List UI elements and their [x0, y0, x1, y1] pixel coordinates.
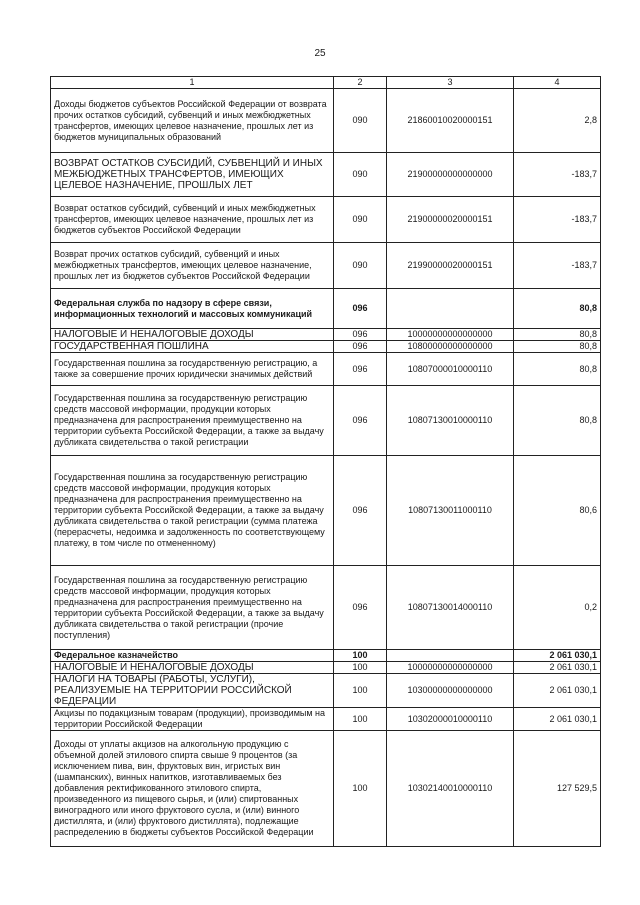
table-row — [51, 197, 601, 243]
cell-amount: 80,8 — [514, 341, 601, 353]
cell-name: Возврат остатков субсидий, субвенций и иных межбюджетных трансфертов, имеющих целевое назначение, прошлых лет из бюджетов субъектов Российской Федерации — [51, 197, 334, 243]
cell-budget-code: 21900000020000151 — [387, 197, 514, 243]
column-header-1: 1 — [51, 77, 334, 89]
table-row — [51, 153, 601, 197]
cell-amount: 0,2 — [514, 566, 601, 650]
cell-budget-code: 21900000000000000 — [387, 153, 514, 197]
cell-admin-code: 100 — [334, 650, 387, 662]
cell-admin-code: 090 — [334, 153, 387, 197]
cell-name: НАЛОГОВЫЕ И НЕНАЛОГОВЫЕ ДОХОДЫ — [51, 662, 334, 674]
cell-admin-code: 096 — [334, 353, 387, 386]
cell-name: Федеральная служба по надзору в сфере связи, информационных технологий и массовых коммуникаций — [51, 289, 334, 329]
table-row — [51, 329, 601, 341]
table-row — [51, 456, 601, 566]
cell-budget-code: 10302140010000110 — [387, 731, 514, 847]
table-row — [51, 386, 601, 456]
table-row — [51, 89, 601, 153]
cell-name: НАЛОГИ НА ТОВАРЫ (РАБОТЫ, УСЛУГИ), РЕАЛИЗУЕМЫЕ НА ТЕРРИТОРИИ РОССИЙСКОЙ ФЕДЕРАЦИИ — [51, 674, 334, 708]
cell-amount: 80,8 — [514, 289, 601, 329]
cell-name: ГОСУДАРСТВЕННАЯ ПОШЛИНА — [51, 341, 334, 353]
cell-name: Доходы бюджетов субъектов Российской Федерации от возврата прочих остатков субсидий, субвенций и иных межбюджетных трансфертов, имеющих целевое назначение, прошлых лет из бюджетов муниципальных образований — [51, 89, 334, 153]
cell-admin-code: 090 — [334, 197, 387, 243]
table-row — [51, 650, 601, 662]
cell-budget-code — [387, 289, 514, 329]
cell-amount: 80,8 — [514, 329, 601, 341]
cell-admin-code: 100 — [334, 708, 387, 731]
cell-amount: 80,6 — [514, 456, 601, 566]
cell-amount: -183,7 — [514, 243, 601, 289]
table-row — [51, 731, 601, 847]
cell-admin-code: 090 — [334, 89, 387, 153]
cell-budget-code: 10800000000000000 — [387, 341, 514, 353]
cell-amount: 2 061 030,1 — [514, 650, 601, 662]
cell-admin-code: 096 — [334, 566, 387, 650]
cell-name: Федеральное казначейство — [51, 650, 334, 662]
cell-amount: 2,8 — [514, 89, 601, 153]
table-row — [51, 662, 601, 674]
cell-budget-code — [387, 650, 514, 662]
cell-budget-code: 21990000020000151 — [387, 243, 514, 289]
cell-name: Государственная пошлина за государственную регистрацию, а также за совершение прочих юридически значимых действий — [51, 353, 334, 386]
cell-amount: -183,7 — [514, 197, 601, 243]
table-row — [51, 674, 601, 708]
cell-budget-code: 10807130010000110 — [387, 386, 514, 456]
cell-name: Акцизы по подакцизным товарам (продукции), производимым на территории Российской Федерации — [51, 708, 334, 731]
cell-amount: -183,7 — [514, 153, 601, 197]
table-row — [51, 566, 601, 650]
table-row — [51, 708, 601, 731]
table-row — [51, 289, 601, 329]
column-header-2: 2 — [334, 77, 387, 89]
cell-name: Государственная пошлина за государственную регистрацию средств массовой информации, продукция которых предназначена для распространения преимущественно на территории субъекта Российской Федерации, а также за выдачу дубликата свидетельства о такой регистрации (прочие поступления) — [51, 566, 334, 650]
cell-admin-code: 096 — [334, 341, 387, 353]
cell-budget-code: 10300000000000000 — [387, 674, 514, 708]
table-row — [51, 243, 601, 289]
cell-budget-code: 10807130011000110 — [387, 456, 514, 566]
cell-name: Доходы от уплаты акцизов на алкогольную продукцию с объемной долей этилового спирта свыше 9 процентов (за исключением пива, вин, фруктовых вин, игристых вин (шампанских), винных напитков, изготавливаемых без добавления ректификованного этилового спирта, произведенного из пищевого сырья, и (или) спиртованных виноградного или иного фруктового сусла, и (или) винного дистиллята, и (или) фруктового дистиллята), подлежащие распределению в бюджеты субъектов Российской Федерации — [51, 731, 334, 847]
cell-amount: 127 529,5 — [514, 731, 601, 847]
cell-budget-code: 10000000000000000 — [387, 662, 514, 674]
cell-admin-code: 096 — [334, 289, 387, 329]
cell-budget-code: 10807130014000110 — [387, 566, 514, 650]
cell-admin-code: 096 — [334, 329, 387, 341]
revenue-table — [50, 76, 601, 847]
cell-budget-code: 21860010020000151 — [387, 89, 514, 153]
table-header-row — [51, 77, 601, 89]
cell-amount: 2 061 030,1 — [514, 662, 601, 674]
cell-amount: 2 061 030,1 — [514, 708, 601, 731]
table-body — [51, 89, 601, 847]
cell-admin-code: 100 — [334, 731, 387, 847]
cell-amount: 80,8 — [514, 386, 601, 456]
cell-admin-code: 090 — [334, 243, 387, 289]
table-row — [51, 353, 601, 386]
cell-name: Государственная пошлина за государственную регистрацию средств массовой информации, продукция которых предназначена для распространения преимущественно на территории субъекта Российской Федерации, а также за выдачу дубликата свидетельства о такой регистрации (сумма платежа (перерасчеты, недоимка и задолженность по соответствующему платежу, в том числе по отмененному) — [51, 456, 334, 566]
cell-name: ВОЗВРАТ ОСТАТКОВ СУБСИДИЙ, СУБВЕНЦИЙ И ИНЫХ МЕЖБЮДЖЕТНЫХ ТРАНСФЕРТОВ, ИМЕЮЩИХ ЦЕЛЕВОЕ НАЗНАЧЕНИЕ, ПРОШЛЫХ ЛЕТ — [51, 153, 334, 197]
cell-amount: 2 061 030,1 — [514, 674, 601, 708]
cell-budget-code: 10302000010000110 — [387, 708, 514, 731]
cell-name: Государственная пошлина за государственную регистрацию средств массовой информации, продукции которых предназначена для распространения преимущественно на территории субъекта Российской Федерации, а также за выдачу дубликата свидетельства о такой регистрации — [51, 386, 334, 456]
cell-admin-code: 096 — [334, 456, 387, 566]
column-header-4: 4 — [514, 77, 601, 89]
cell-amount: 80,8 — [514, 353, 601, 386]
page-number: 25 — [314, 48, 326, 59]
table-row — [51, 341, 601, 353]
cell-name: Возврат прочих остатков субсидий, субвенций и иных межбюджетных трансфертов, имеющих целевое назначение, прошлых лет из бюджетов субъектов Российской Федерации — [51, 243, 334, 289]
cell-admin-code: 100 — [334, 674, 387, 708]
cell-admin-code: 096 — [334, 386, 387, 456]
cell-name: НАЛОГОВЫЕ И НЕНАЛОГОВЫЕ ДОХОДЫ — [51, 329, 334, 341]
column-header-3: 3 — [387, 77, 514, 89]
cell-budget-code: 10807000010000110 — [387, 353, 514, 386]
cell-budget-code: 10000000000000000 — [387, 329, 514, 341]
cell-admin-code: 100 — [334, 662, 387, 674]
